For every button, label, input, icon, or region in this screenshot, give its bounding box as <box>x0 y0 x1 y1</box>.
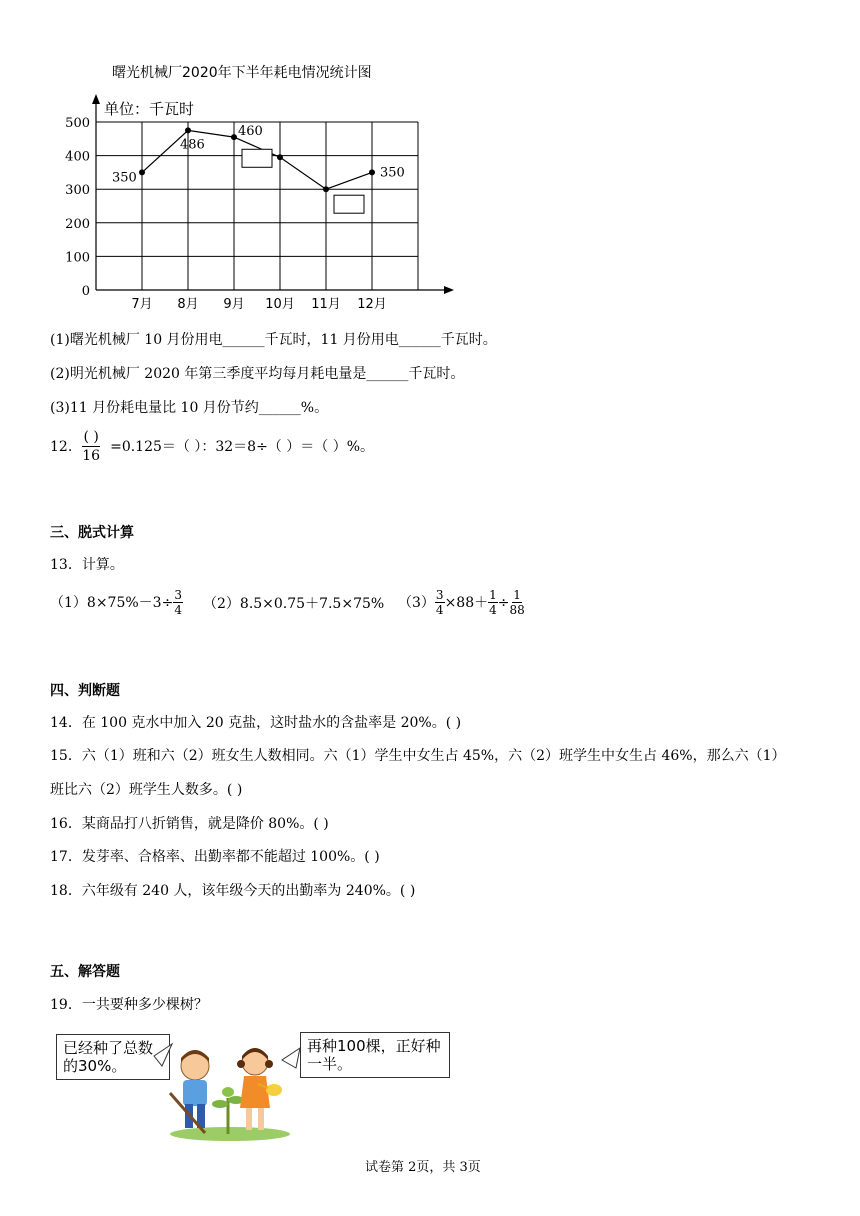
q13-expr3-prefix: （3） <box>398 594 435 611</box>
q13-expr3-frac1 <box>435 588 445 617</box>
q13-expr3-mid2: ÷ <box>497 594 510 611</box>
q13-stem: 13．计算。 <box>50 557 124 573</box>
q13-expr1 <box>50 588 183 617</box>
y-tick-label: 500 <box>65 116 90 131</box>
q18: 18．六年级有 240 人，该年级今天的出勤率为 240%。( ) <box>50 883 416 899</box>
x-tick-label: 8月 <box>177 297 199 312</box>
y-tick-label: 300 <box>65 183 90 199</box>
x-tick-label: 9月 <box>223 297 245 312</box>
frac-den: 88 <box>509 603 525 617</box>
bubble-left-line2: 的30%。 <box>63 1057 127 1075</box>
q12-frac-den: 16 <box>82 448 101 464</box>
y-tick-label: 100 <box>65 250 90 266</box>
data-point <box>277 154 283 160</box>
data-point <box>323 186 329 192</box>
data-label: 350 <box>380 165 405 181</box>
q13-expr3-mid1: ×88＋ <box>444 594 489 611</box>
q13-expr2: （2）8.5×0.75＋7.5×75% <box>203 596 385 612</box>
x-axis-arrow <box>444 286 454 294</box>
frac-num: 3 <box>174 588 182 602</box>
q14: 14．在 100 克水中加入 20 克盐，这时盐水的含盐率是 20%。( ) <box>50 715 462 731</box>
q19-stem: 19．一共要种多少棵树？ <box>50 997 208 1013</box>
q13-expr3-frac2 <box>488 588 498 617</box>
q15-line1: 15．六（1）班和六（2）班女生人数相同。六（1）学生中女生占 45%，六（2）班学生中女生占 46%，那么六（1） <box>50 748 786 764</box>
frac-num: 1 <box>489 588 497 602</box>
bubble-left-line1: 已经种了总数 <box>63 1039 154 1057</box>
bubble-right-line1: 再种100棵，正好种 <box>307 1037 441 1055</box>
section-5-title: 五、解答题 <box>50 964 120 980</box>
q16: 16．某商品打八折销售，就是降价 80%。( ) <box>50 816 329 832</box>
frac-den: 4 <box>174 603 182 617</box>
q13-expr1-fraction <box>173 588 183 617</box>
chart-title: 曙光机械厂2020年下半年耗电情况统计图 <box>112 65 372 81</box>
q13-expr3 <box>398 588 525 617</box>
q15-line2: 班比六（2）班学生人数多。( ) <box>50 782 243 798</box>
data-point <box>369 169 375 175</box>
data-point <box>185 127 191 133</box>
data-label: 350 <box>112 170 137 186</box>
q11-part1: (1)曙光机械厂 10 月份用电______千瓦时，11 月份用电______千瓦时。 <box>50 332 497 348</box>
frac-num: 3 <box>435 588 444 602</box>
q11-part3: (3)11 月份耗电量比 10 月份节约______%。 <box>50 400 329 416</box>
q11-part2: (2)明光机械厂 2020 年第三季度平均每月耗电量是______千瓦时。 <box>50 366 465 382</box>
x-tick-label: 7月 <box>131 297 153 312</box>
data-label: 460 <box>238 124 263 140</box>
frac-num: 1 <box>513 588 521 602</box>
speech-bubble-right <box>300 1032 450 1078</box>
section-4-title: 四、判断题 <box>50 683 120 699</box>
data-point <box>139 169 145 175</box>
answer-blank-box <box>334 195 364 213</box>
q12-frac-num: ( ) <box>83 429 99 445</box>
section-3-title: 三、脱式计算 <box>50 525 134 541</box>
x-tick-label: 10月 <box>265 297 295 312</box>
unit-label: 单位：千瓦时 <box>104 100 195 118</box>
line-chart <box>50 90 470 315</box>
page-footer: 试卷第 2页，共 3页 <box>365 1160 481 1175</box>
y-tick-label: 0 <box>81 284 90 299</box>
frac-den: 4 <box>489 603 497 617</box>
x-tick-label: 12月 <box>357 297 387 312</box>
children-planting-illustration <box>150 1038 300 1143</box>
frac-den: 4 <box>435 603 444 617</box>
q12-fraction <box>82 428 100 465</box>
q17: 17．发芽率、合格率、出勤率都不能超过 100%。( ) <box>50 849 380 865</box>
bubble-right-line2: 一半。 <box>307 1055 353 1073</box>
y-axis-arrow <box>92 94 100 104</box>
y-tick-label: 400 <box>65 149 90 165</box>
q13-expr3-frac3 <box>509 588 524 617</box>
q13-expr1-text: （1）8×75%－3÷ <box>50 594 174 611</box>
data-point <box>231 134 237 140</box>
answer-blank-box <box>242 149 272 167</box>
x-tick-label: 11月 <box>311 297 341 312</box>
data-label: 486 <box>180 137 205 153</box>
q12-rest: =0.125＝（ ）：32＝8÷（ ）＝（ ）%。 <box>110 438 375 455</box>
q12 <box>50 428 374 465</box>
y-tick-label: 200 <box>65 216 90 232</box>
q12-number: 12. <box>50 438 73 455</box>
